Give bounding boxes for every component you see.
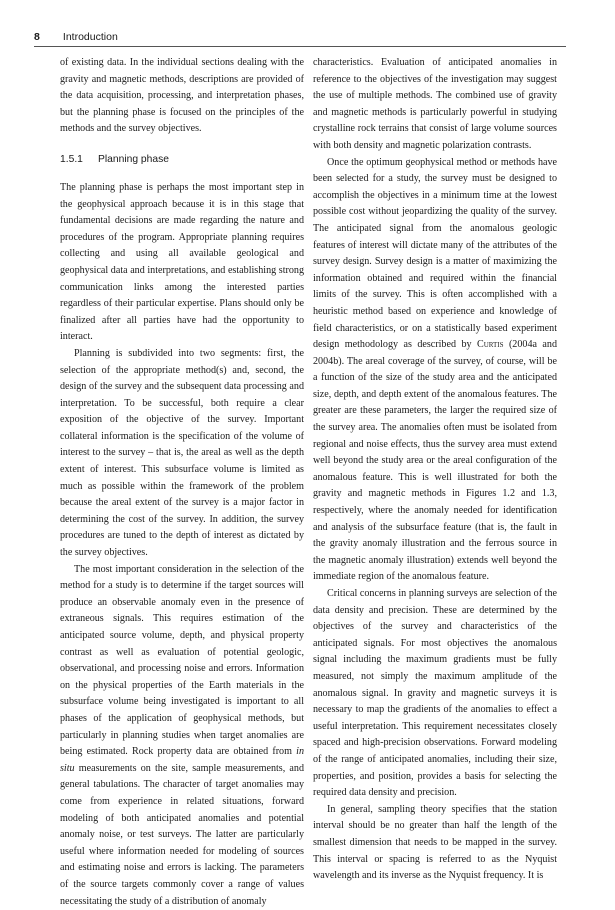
section-title: Planning phase — [98, 153, 169, 165]
author-citation: Curtis — [476, 339, 504, 351]
paragraph: Critical concerns in planning surveys are selection of the data density and precision. These are determined by the objectives of the survey and characteristics of the anticipated signals. For most objectives the anomalous signal including the maximum gradients must be fully measured, not simply the maximum amplitude of the anomalous signal. In gravity and magnetic surveys it is necessary to map the gradients of the anomalies to effect a useful interpretation. This requirement necessitates closely spaced and high-precision observations. Forward modeling of the range of anticipated anomalies, including their size, properties, and position, provides a basis for selecting the required data density and precision. — [313, 588, 557, 799]
paragraph — [60, 562, 304, 910]
paragraph: In general, sampling theory specifies that the station interval should be no greater than half the length of the smallest dimension that needs to be mapped in the survey. This interval or spacing is referred to as the Nyquist wavelength and its inverse as the Nyquist frequency. It is — [313, 803, 557, 882]
paragraph-text: measurements on the site, sample measurements, and general tabulations. The character of target anomalies may come from experience in related situations, forward modeling of both anticipated anomalies and potential anomaly noise, or test surveys. The latter are particularly useful where information needed for modeling of sources and estimating noise and errors is lacking. The parameters of the source targets commonly cover a range of values necessitating the study of a distribution of anomaly — [60, 762, 304, 907]
paragraph-text: The most important consideration in the selection of the method for a study is to determine if the target sources will produce an observable anomaly even in the presence of extraneous signals. This requires estimation of the anticipated source volume, depth, and physical property contrast as well as evaluation of potential geologic, observational, and processing noise and errors. Information on the physical properties of the Earth materials in the subsurface volume being investigated is important to all phases of the application of geophysical methods, but particularly in planning studies when target anomalies are being estimated. Rock property data are obtained from — [60, 563, 304, 758]
emphasis-text: in situ — [60, 746, 304, 774]
section-number: 1.5.1 — [60, 153, 83, 165]
right-column — [313, 55, 557, 885]
paragraph-continued: characteristics. Evaluation of anticipated anomalies in reference to the objectives of the investigation may suggest the use of multiple methods. The combined use of gravity and magnetic methods is particularly powerful in studying crystalline rock terrains that consist of large volume sources with both density and magnetic polarization contrasts. — [313, 57, 557, 151]
paragraph-text: (2004a and 2004b). The areal coverage of the survey, of course, will be a function of the size of the study area and the anticipated size, depth, and depth extent of the anomalous features. The greater are these parameters, the larger the required size of the survey area. The anomalies often must be isolated from regional and noise effects, thus the survey area must extend well beyond the study area or the areal configuration of the anomalous feature. This is well illustrated for both the gravity and magnetic methods in Figures 1.2 and 1.3, respectively, where the anomaly needed for identification and analysis of the subsurface feature (that is, the fault in the gravity anomaly illustration and the ferrous source in the magnetic anomaly illustration) extends well beyond the immediate region of the anomalous feature. — [313, 339, 557, 583]
page-number: 8 — [34, 31, 40, 43]
paragraph: The planning phase is perhaps the most important step in the geophysical approach because it is in this stage that fundamental decisions are made regarding the nature and procedures of the program. Appropriate planning requires collecting and using all available geological and geophysical data and interpretations, and establishing strong communication links among the interested parties regardless of their particular expertise. Plans should only be finalized after all parties have had the opportunity to interact. — [60, 181, 304, 343]
page-header — [34, 30, 566, 47]
paragraph — [313, 155, 557, 586]
paragraph-continued: of existing data. In the individual sections dealing with the gravity and magnetic methods, descriptions are provided of the data acquisition, processing, and interpretation phases, but the planning phase is focused on the principles of the methods and the survey objectives. — [60, 57, 304, 135]
section-heading — [60, 152, 304, 168]
running-title: Introduction — [62, 31, 118, 43]
paragraph: Planning is subdivided into two segments: first, the selection of the appropriate method(s) and, second, the design of the survey and the subsequent data processing and interpretation. To be successful, both require a clear exposition of the objective of the survey. Important collateral information is the specification of the volume of interest to the survey – that is, the areal as well as the depth extent of interest. This subsurface volume is limited as much as possible within the framework of the problem because the areal extent of the survey is a major factor in determining the cost of the survey. In addition, the survey procedures are tuned to the depth of interest as dictated by the survey objectives. — [60, 347, 304, 559]
paragraph-text: Once the optimum geophysical method or methods have been selected for a study, the survey must be designed to accomplish the objectives in a minimum time at the lowest possible cost without jeopardizing the quality of the survey. The anticipated signal from the anomalous geologic features of interest will dictate many of the attributes of the survey design. Survey design is a matter of maximizing the information obtained and required within the financial limits of the survey. This is often accomplished with a heuristic method based on experience and knowledge of field characteristics, or on a statistically based experiment design methodology as described by — [313, 156, 557, 351]
left-column — [60, 55, 304, 910]
